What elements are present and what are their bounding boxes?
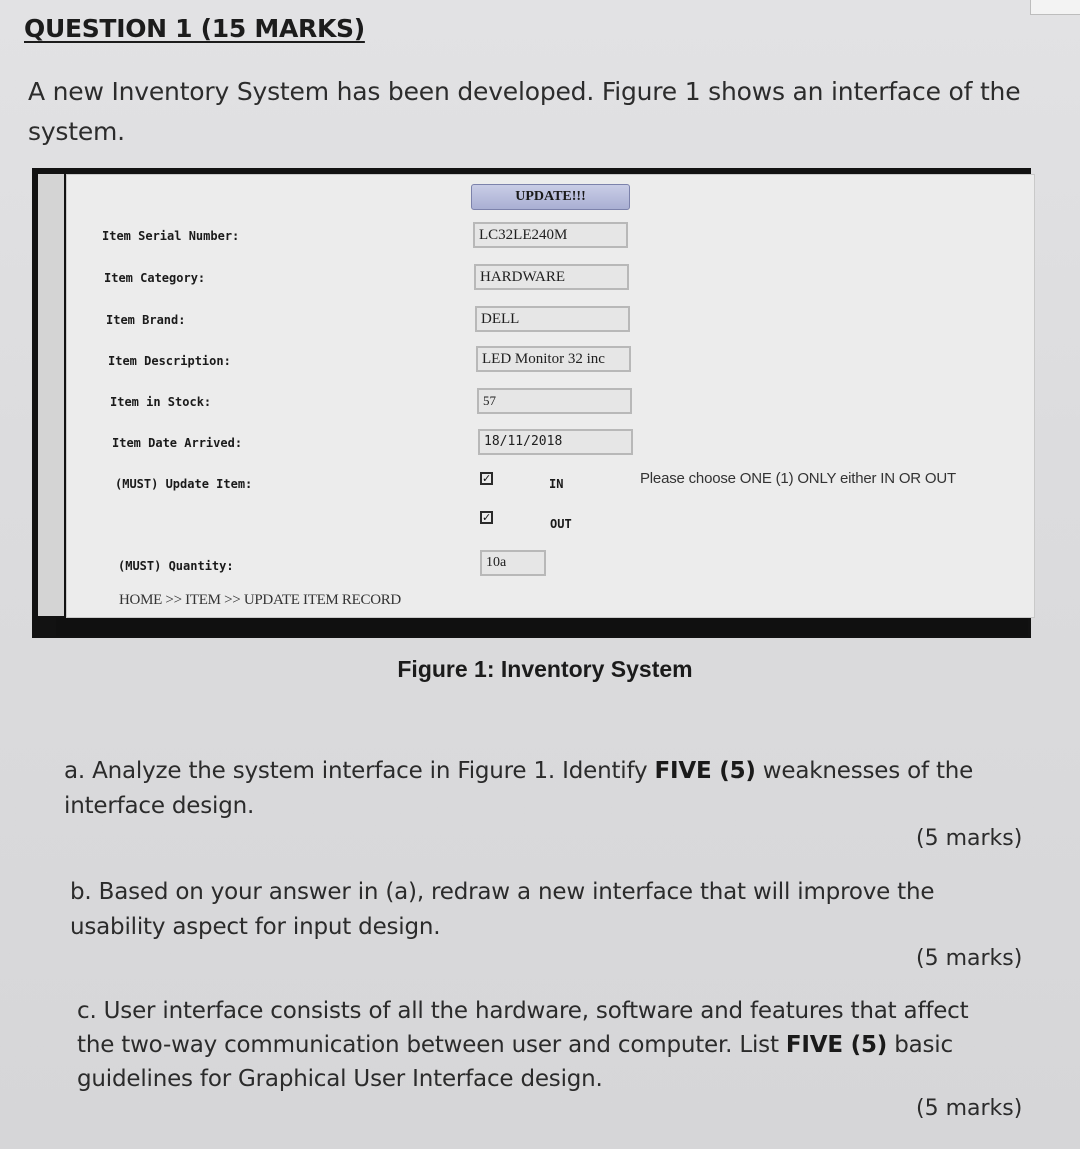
page-corner [1030, 0, 1080, 15]
item-serial-number-label: Item Serial Number: [102, 229, 240, 243]
update-button[interactable]: UPDATE!!! [471, 184, 630, 210]
in-option-label: IN [549, 477, 564, 491]
item-serial-number-field[interactable]: LC32LE240M [473, 222, 628, 248]
item-in-stock-label: Item in Stock: [110, 395, 212, 409]
out-option-label: OUT [550, 517, 572, 531]
item-category-label: Item Category: [104, 271, 206, 285]
figure-caption: Figure 1: Inventory System [397, 656, 693, 682]
item-description-label: Item Description: [108, 354, 231, 368]
part-a-text: a. Analyze the system interface in Figure 1. Identify FIVE (5) weaknesses of the interface design. [64, 758, 974, 819]
question-heading: QUESTION 1 (15 MARKS) [24, 14, 365, 43]
item-in-stock-field[interactable]: 57 [477, 388, 632, 414]
quantity-field[interactable]: 10a [480, 550, 546, 576]
figure-bottom-bar [56, 618, 1028, 636]
part-a-marks: (5 marks) [916, 826, 1023, 851]
out-checkbox[interactable]: ✓ [482, 511, 492, 524]
item-brand-field[interactable]: DELL [475, 306, 630, 332]
item-description-field[interactable]: LED Monitor 32 inc [476, 346, 631, 372]
figure-left-bar [38, 174, 64, 616]
quantity-label: (MUST) Quantity: [118, 559, 234, 573]
item-date-arrived-label: Item Date Arrived: [112, 436, 243, 450]
update-item-note: Please choose ONE (1) ONLY either IN OR OUT [640, 470, 956, 487]
item-date-arrived-field[interactable]: 18/11/2018 [478, 429, 633, 455]
in-checkbox[interactable]: ✓ [482, 472, 492, 485]
update-item-label: (MUST) Update Item: [115, 477, 253, 491]
part-c-text: c. User interface consists of all the hardware, software and features that affect the two-way communication between user and computer. List FIVE (5) basic guidelines for Graphical User Interface design. [77, 998, 969, 1092]
item-category-field[interactable]: HARDWARE [474, 264, 629, 290]
question-intro: A new Inventory System has been developed. Figure 1 shows an interface of the system. [28, 77, 1021, 146]
breadcrumb: HOME >> ITEM >> UPDATE ITEM RECORD [119, 592, 401, 608]
part-b-text: b. Based on your answer in (a), redraw a new interface that will improve the usability aspect for input design. [70, 879, 935, 940]
item-brand-label: Item Brand: [106, 313, 186, 327]
part-c-marks: (5 marks) [916, 1096, 1023, 1121]
part-b-marks: (5 marks) [916, 946, 1023, 971]
